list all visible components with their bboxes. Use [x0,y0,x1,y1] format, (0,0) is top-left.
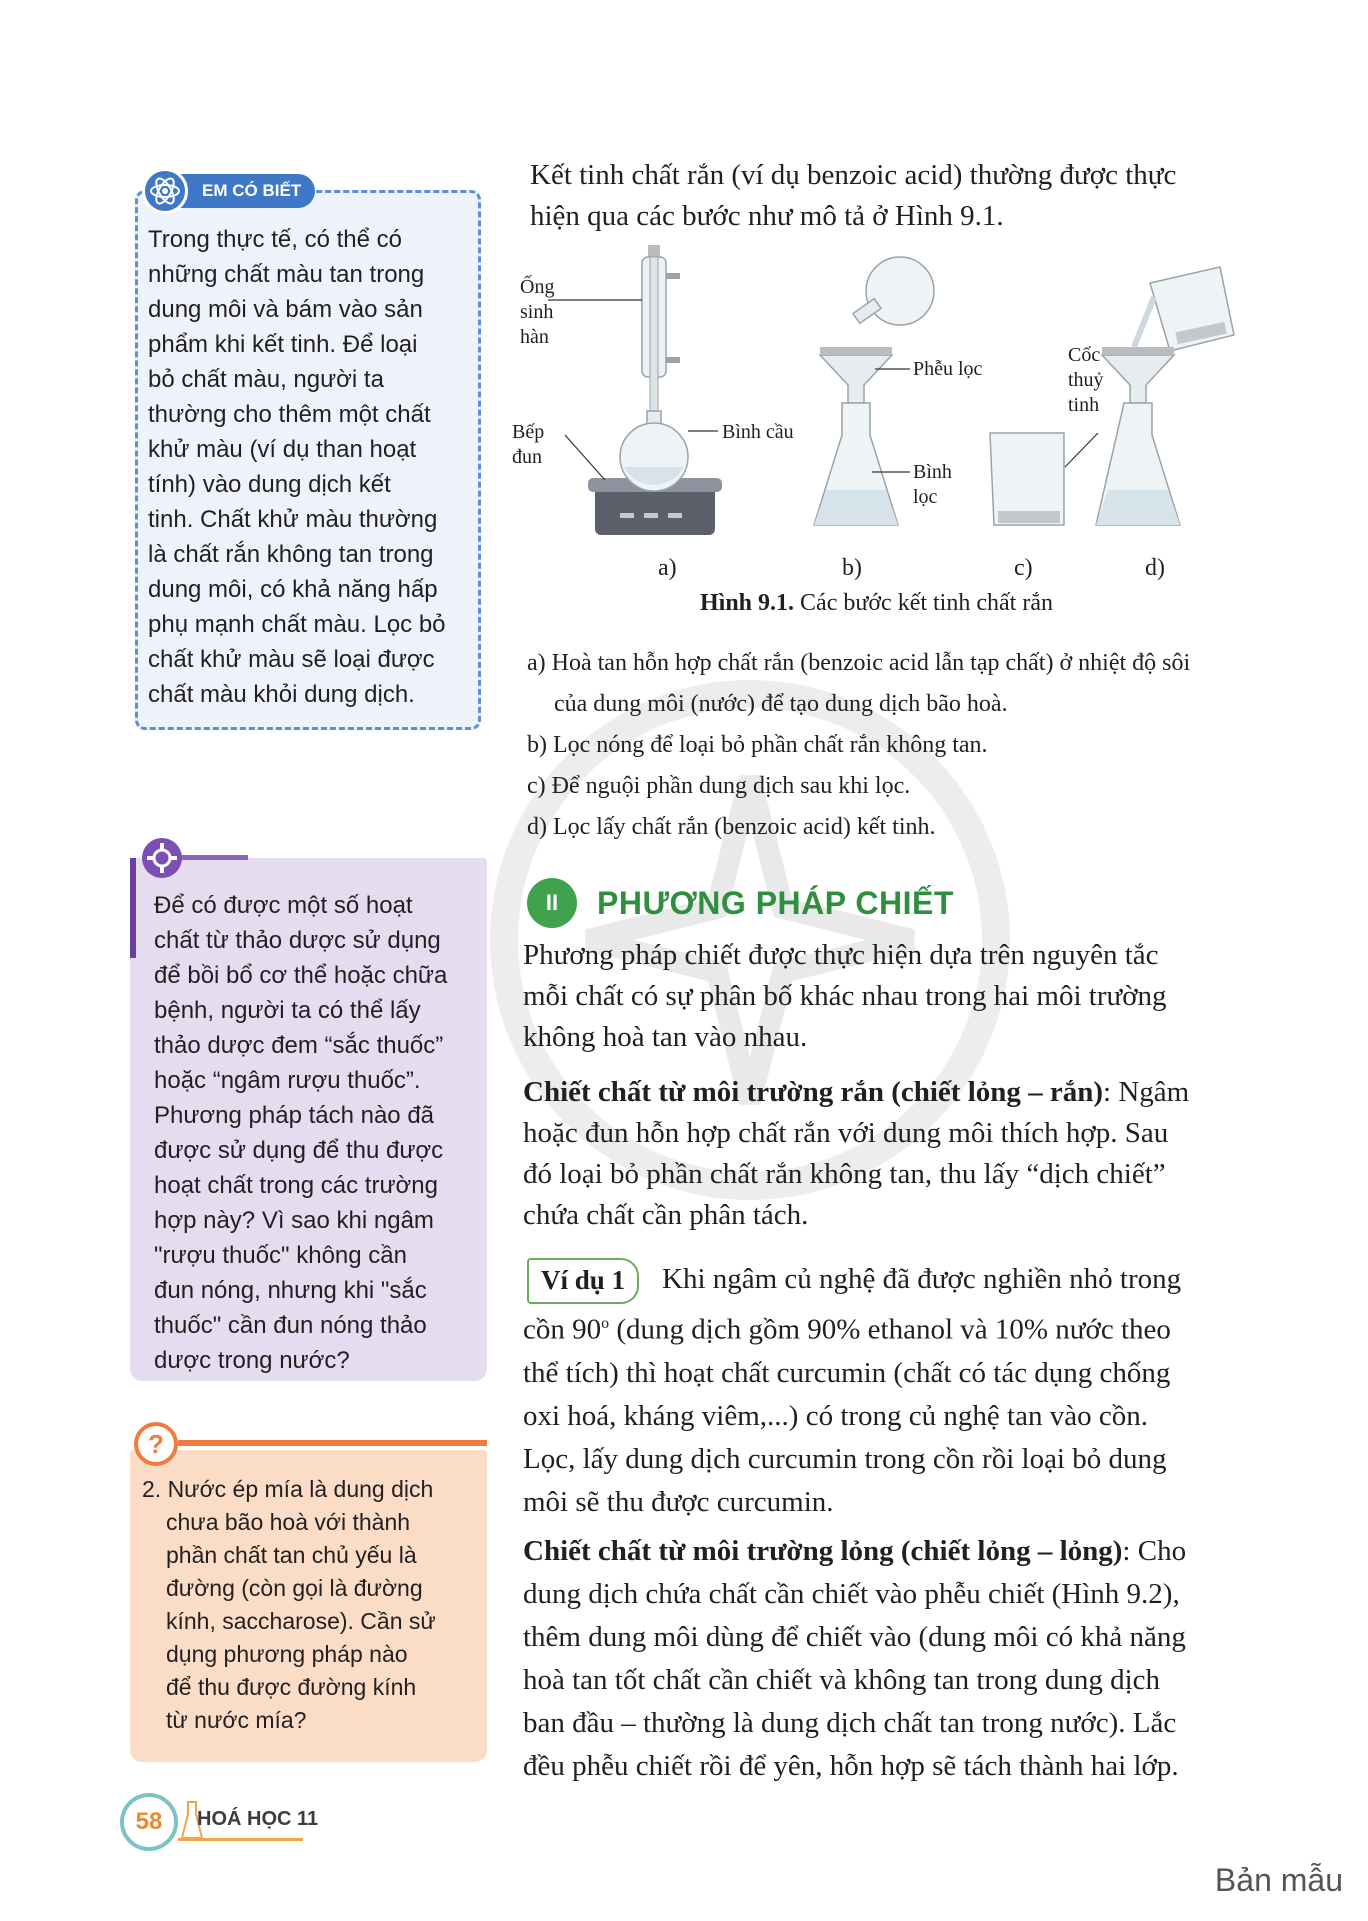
round-flask [620,411,688,491]
question-mark-icon: ? [134,1422,178,1466]
label-pheu-loc: Phễu lọc [913,358,983,380]
label-binh-loc: Bình lọc [913,461,952,508]
beaker-c [990,433,1064,525]
section-title: PHƯƠNG PHÁP CHIẾT [597,885,954,921]
question-text: Để có được một số hoạt chất từ thảo dược sử dụng để bồi bổ cơ thể hoặc chữa bệnh, người ta có thể lấy thảo dược đem “sắc thuốc” hoặc “ngâm rượu thuốc”. Phương pháp tách nào đã được sử dụng để thu được hoạt chất trong các trường hợp này? Vì sao khi ngâm "rượu thuốc" không cần đun nóng, nhưng khi "sắc thuốc" cần đun nóng thảo dược trong nước? [154,892,448,1374]
condenser [642,245,680,417]
em-co-biet-title: EM CÓ BIẾT [152,174,315,208]
question-box-divider [178,855,248,860]
pouring-beaker [1134,267,1234,351]
filter-funnel-d [1102,347,1174,403]
pouring-flask [853,257,934,325]
footer-underline [178,1838,303,1841]
section-number-badge: II [527,878,577,928]
panel-label-c: c) [1014,555,1033,581]
panel-label-d: d) [1145,555,1165,581]
label-binh-cau: Bình cầu [722,421,794,443]
label-coc-thuy-tinh: Cốc thuỷ tinh [1068,344,1104,416]
solid-extraction-paragraph: Chiết chất từ môi trường rắn (chiết lỏng – rắn): Ngâm hoặc đun hỗn hợp chất rắn với dung môi thích hợp. Sau đó loại bỏ phần chất rắn không tan, thu lấy “dịch chiết” chứa chất cần phân tách. [523,1076,1190,1231]
erlenmeyer-flask-b [814,403,898,525]
panel-label-a: a) [658,555,677,581]
erlenmeyer-flask-d [1096,403,1180,525]
sample-stamp: Bản mẫu [1214,1862,1343,1898]
filter-funnel [820,347,892,403]
example-line1: Khi ngâm củ nghệ đã được nghiền nhỏ trong [662,1263,1182,1295]
example-label: Ví dụ 1 [527,1258,639,1304]
gear-puzzle-icon [142,838,182,878]
section-intro: Phương pháp chiết được thực hiện dựa trên nguyên tắc mỗi chất có sự phân bố khác nhau trong hai môi trường không hoà tan vào nhau. [523,939,1167,1053]
em-co-biet-text: Trong thực tế, có thể có những chất màu tan trong dung môi và bám vào sản phẩm khi kết tinh. Để loại bỏ chất màu, người ta thường cho thêm một chất khử màu (ví dụ than hoạt tính) vào dung dịch kết tinh. Chất khử màu thường là chất rắn không tan trong dung môi, có khả năng hấp phụ mạnh chất màu. Lọc bỏ chất khử màu sẽ loại được chất màu khỏi dung dịch. [148,226,446,708]
label-bep-dun: Bếp đun [512,421,545,468]
question-box-accent [130,858,136,958]
figure-caption: Hình 9.1. Các bước kết tinh chất rắn [700,590,1053,616]
page-number: 58 [120,1793,178,1851]
example-paragraph: cồn 90$^o$ (dung dịch gồm 90% ethanol và 10% nước theo thể tích) thì hoạt chất curcumin (chất có tác dụng chống oxi hoá, kháng viêm,...) có trong củ nghệ tan vào cồn. Lọc, lấy dung dịch curcumin trong cồn rồi loại bỏ dung môi sẽ thu được curcumin. [523,1313,1171,1518]
label-ong-sinh-han: Ống sinh hàn [520,276,555,348]
exercise-text: 2. Nước ép mía là dung dịch chưa bão hoà với thành phần chất tan chủ yếu là đường (còn gọi là đường kính, saccharose). Cần sử dụng phương pháp nào để thu được đường kính từ nước mía? [142,1476,436,1733]
steps-list: a) Hoà tan hỗn hợp chất rắn (benzoic acid lẫn tạp chất) ở nhiệt độ sôi của dung môi (nước) để tạo dung dịch bão hoà. b) Lọc nóng để loại bỏ phần chất rắn không tan. c) Để nguội phần dung dịch sau khi lọc. d) Lọc lấy chất rắn (benzoic acid) kết tinh. [527,650,1191,840]
panel-label-b: b) [842,555,862,581]
book-title: HOÁ HỌC 11 [197,1808,319,1830]
intro-paragraph: Kết tinh chất rắn (ví dụ benzoic acid) thường được thực hiện qua các bước như mô tả ở Hình 9.1. [530,159,1177,232]
atom-icon [142,168,188,214]
figure-9-1 [512,235,1280,625]
exercise-box-divider [178,1440,487,1446]
liquid-extraction-paragraph: Chiết chất từ môi trường lỏng (chiết lỏng – lỏng): Cho dung dịch chứa chất cần chiết vào phễu chiết (Hình 9.2), thêm dung môi dùng để chiết vào (dung môi có khả năng hoà tan tốt chất cần chiết và không tan trong dung dịch ban đầu – thường là dung dịch chất tan trong nước). Lắc đều phễu chiết rồi để yên, hỗn hợp sẽ tách thành hai lớp. [523,1535,1187,1782]
figure-illustration [520,235,1280,565]
